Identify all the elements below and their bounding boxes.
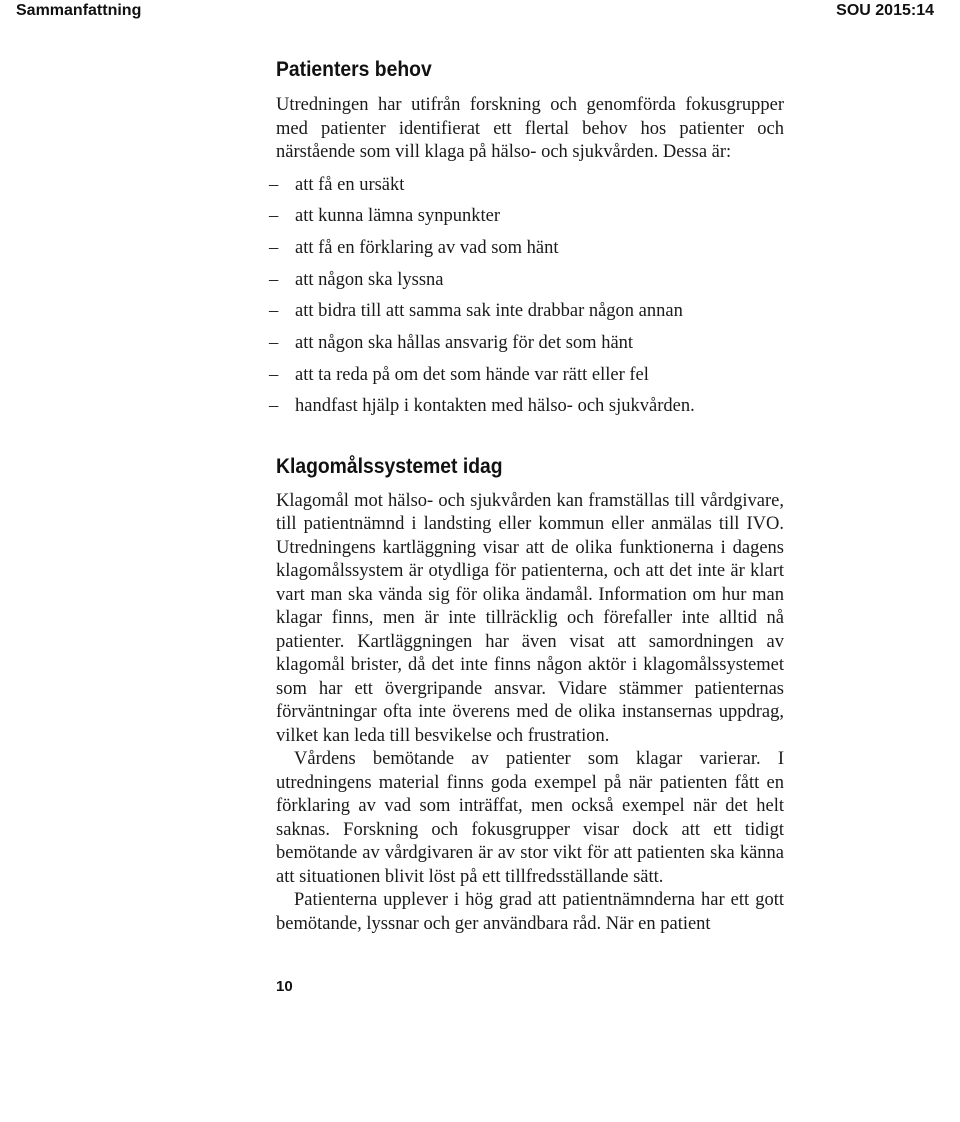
list-item	[269, 332, 784, 356]
list-item	[269, 205, 784, 229]
intro-paragraph: Utredningen har utifrån forskning och genomförda fokusgrupper med patienter identifierat ett flertal behov hos patienter och närstående som vill klaga på hälso- och sjukvården. Dessa är:	[276, 95, 784, 162]
dash-bullet: –	[269, 332, 279, 353]
body-paragraph: Patienterna upplever i hög grad att patientnämnderna har ett gott bemötande, lyssnar och ger användbara råd. När en patient	[276, 890, 784, 934]
page-number: 10	[276, 978, 293, 995]
page-body	[269, 56, 784, 936]
header-section-title: Sammanfattning	[16, 2, 142, 19]
dash-bullet: –	[269, 206, 279, 227]
dash-bullet: –	[269, 237, 279, 258]
section-heading-klagomalssystemet-idag: Klagomålssystemet idag	[276, 454, 503, 478]
list-item-text: att få en ursäkt	[295, 174, 405, 195]
dash-bullet: –	[269, 396, 279, 417]
body-paragraph: Vårdens bemötande av patienter som klagar varierar. I utredningens material finns goda exempel på när patienten fått en förklaring av vad som inträffat, men också exempel när det helt saknas. Forskning och fokusgrupper visar dock att ett tidigt bemötande av vårdgivaren är av stor vikt för att patienten ska känna att situationen blivit löst på ett tillfredsställande sätt.	[276, 749, 784, 887]
dash-bullet: –	[269, 174, 279, 195]
list-item	[269, 300, 784, 324]
list-item	[269, 174, 784, 198]
list-item-text: att någon ska lyssna	[295, 269, 444, 290]
running-header	[0, 0, 960, 30]
list-item-text: handfast hjälp i kontakten med hälso- och sjukvården.	[295, 396, 695, 417]
list-item	[269, 269, 784, 293]
dash-bullet: –	[269, 269, 279, 290]
header-report-id: SOU 2015:14	[836, 2, 934, 19]
list-item	[269, 395, 784, 419]
section-heading-patienters-behov: Patienters behov	[276, 58, 432, 81]
list-item-text: att ta reda på om det som hände var rätt eller fel	[295, 364, 649, 385]
dash-bullet: –	[269, 364, 279, 385]
body-paragraph: Klagomål mot hälso- och sjukvården kan framställas till vårdgivare, till patientnämnd i landsting eller kommun eller anmälas till IVO. Utredningens kartläggning visar att de olika funktionerna i dagens klagomålssystem är otydliga för patienterna, och att det inte är klart vart man ska vända sig för olika ändamål. Information om hur man klagar finns, men är inte tillräcklig och förefaller inte alltid nå patienter. Kartläggningen har även visat att samordningen av klagomål brister, då det inte finns någon aktör i klagomålssystemet som har ett övergripande ansvar. Vidare stämmer patienternas förväntningar ofta inte överens med de olika instansernas uppdrag, vilket kan leda till besvikelse och frustration.	[276, 490, 784, 746]
list-item-text: att kunna lämna synpunkter	[295, 206, 500, 227]
needs-list	[269, 174, 784, 419]
list-item-text: att någon ska hållas ansvarig för det som hänt	[295, 332, 634, 353]
dash-bullet: –	[269, 301, 279, 322]
list-item	[269, 237, 784, 261]
list-item	[269, 364, 784, 388]
list-item-text: att bidra till att samma sak inte drabbar någon annan	[295, 301, 683, 322]
list-item-text: att få en förklaring av vad som hänt	[295, 237, 559, 258]
